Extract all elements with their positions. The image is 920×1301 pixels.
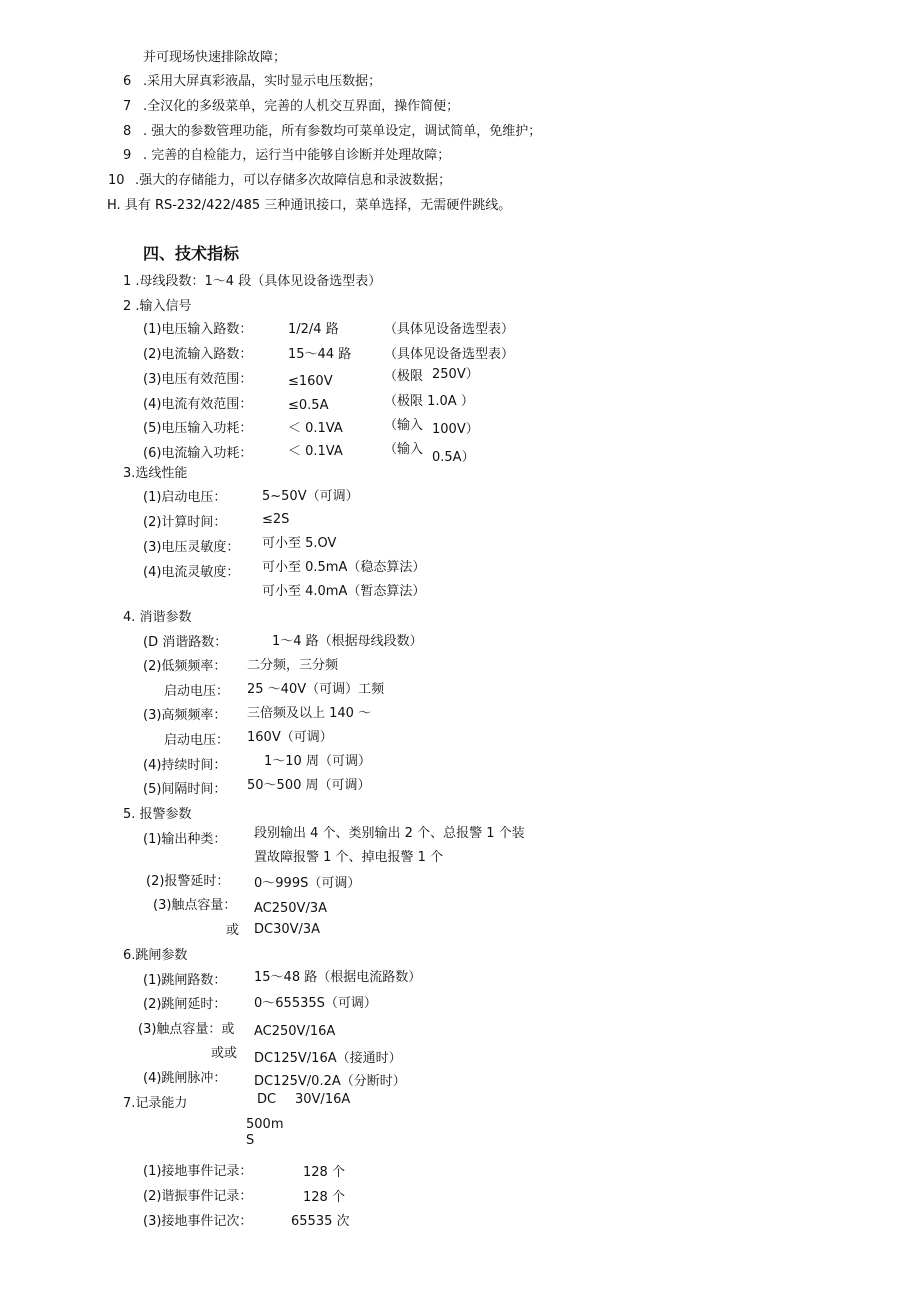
input-label: (3)电压有效范围： <box>143 372 253 387</box>
alarm-value: 0～999S（可调） <box>254 876 361 891</box>
harm-value: 50～500 周（可调） <box>247 778 371 793</box>
alarm-label: 或 <box>226 923 240 938</box>
harm-value: 二分频，三分频 <box>247 658 339 673</box>
input-value: ＜ 0.1VA <box>288 444 343 459</box>
input-note: （输入 <box>384 418 424 433</box>
trip-label: (2)跳闸延时： <box>143 997 227 1012</box>
intro-line-continuation: 并可现场快速排除故障； <box>143 50 287 65</box>
select-value: 5~50V（可调） <box>262 489 359 504</box>
input-note-value: 0.5A） <box>432 450 475 465</box>
input-label: (5)电压输入功耗： <box>143 421 253 436</box>
intro-item-8: . 强大的参数管理功能，所有参数均可菜单设定，调试简单，免维护； <box>143 124 542 139</box>
input-note-value: 250V） <box>432 367 479 382</box>
harm-label: (D 消谐路数： <box>143 635 228 650</box>
trip-pulse-unit: S <box>246 1133 255 1148</box>
item-3-selection-performance: 3.选线性能 <box>123 466 188 481</box>
trip-label: 或或 <box>211 1046 238 1061</box>
select-value: 可小至 0.5mA（稳态算法） <box>262 560 426 575</box>
input-label: (2)电流输入路数： <box>143 347 253 362</box>
harm-label: (5)间隔时间： <box>143 782 227 797</box>
harm-label: (4)持续时间： <box>143 758 227 773</box>
harm-label: (3)高频频率： <box>143 708 227 723</box>
trip-pulse-value: 500m <box>246 1117 284 1132</box>
input-note: （极限 1.0A ） <box>384 394 474 409</box>
harm-value: 160V（可调） <box>247 730 333 745</box>
alarm-value: AC250V/3A <box>254 901 327 916</box>
alarm-label: (2)报警延时： <box>146 874 230 889</box>
section-heading: 四、技术指标 <box>143 244 240 263</box>
trip-value: DC <box>257 1092 277 1107</box>
intro-item-9-number: 9 <box>123 148 132 163</box>
input-note-value: 100V） <box>432 422 479 437</box>
input-value: 1/2/4 路 <box>288 322 339 337</box>
record-value: 65535 次 <box>291 1214 350 1229</box>
input-value: ＜ 0.1VA <box>288 421 343 436</box>
harm-value: 1～10 周（可调） <box>264 754 371 769</box>
harm-label: (2)低频频率： <box>143 659 227 674</box>
intro-item-10-number: 10 <box>108 173 125 188</box>
input-label: (4)电流有效范围： <box>143 397 253 412</box>
trip-label: (3)触点容量：或 <box>138 1022 235 1037</box>
intro-item-10: .强大的存储能力，可以存储多次故障信息和录波数据； <box>135 173 452 188</box>
select-label: (1)启动电压： <box>143 490 227 505</box>
input-value: ≤160V <box>288 374 333 389</box>
trip-value: DC125V/16A（接通时） <box>254 1051 402 1066</box>
trip-value: DC125V/0.2A（分断时） <box>254 1074 406 1089</box>
select-value: 可小至 4.0mA（暂态算法） <box>262 584 426 599</box>
alarm-value: 段别输出 4 个、类别输出 2 个、总报警 1 个装 <box>254 826 525 841</box>
harm-value: 25 ～40V（可调）工频 <box>247 682 385 697</box>
item-6-trip: 6.跳闸参数 <box>123 948 188 963</box>
item-2-input-signal: 2 .输入信号 <box>123 299 192 314</box>
intro-item-7-number: 7 <box>123 99 132 114</box>
intro-item-h: H. 具有 RS-232/422/485 三种通讯接口，菜单选择，无需硬件跳线。 <box>107 198 512 213</box>
alarm-value: DC30V/3A <box>254 922 321 937</box>
intro-item-6-number: 6 <box>123 74 132 89</box>
intro-item-6: .采用大屏真彩液晶，实时显示电压数据； <box>143 74 382 89</box>
input-note: （极限 <box>384 369 424 384</box>
harm-label: 启动电压： <box>164 733 230 748</box>
alarm-label: (1)输出种类： <box>143 832 227 847</box>
harm-value: 1～4 路（根据母线段数） <box>272 634 423 649</box>
trip-label: (4)跳闸脉冲： <box>143 1071 227 1086</box>
select-label: (2)计算时间： <box>143 515 227 530</box>
input-note: （具体见设备选型表） <box>384 322 515 337</box>
intro-item-9: . 完善的自检能力，运行当中能够自诊断并处理故障； <box>143 148 451 163</box>
input-value: 15～44 路 <box>288 347 352 362</box>
select-label: (4)电流灵敏度： <box>143 565 240 580</box>
record-label: (3)接地事件记次： <box>143 1214 253 1229</box>
trip-value: 0～65535S（可调） <box>254 996 377 1011</box>
harm-label: 启动电压： <box>164 684 230 699</box>
record-value: 128 个 <box>303 1190 345 1205</box>
input-note: （具体见设备选型表） <box>384 347 515 362</box>
select-value: ≤2S <box>262 512 290 527</box>
item-4-harmonic: 4. 消谐参数 <box>123 610 192 625</box>
input-note: （输入 <box>384 442 424 457</box>
record-value: 128 个 <box>303 1165 345 1180</box>
item-5-alarm: 5. 报警参数 <box>123 807 192 822</box>
item-1-bus-segments: 1 .母线段数：1～4 段（具体见设备选型表） <box>123 274 382 289</box>
input-label: (6)电流输入功耗： <box>143 446 253 461</box>
intro-item-7: .全汉化的多级菜单，完善的人机交互界面，操作简便； <box>143 99 460 114</box>
harm-value: 三倍频及以上 140 ～ <box>247 706 372 721</box>
trip-value: 15～48 路（根据电流路数） <box>254 970 422 985</box>
trip-value: 30V/16A <box>295 1092 351 1107</box>
trip-label: (1)跳闸路数： <box>143 973 227 988</box>
record-label: (1)接地事件记录： <box>143 1164 253 1179</box>
select-label: (3)电压灵敏度： <box>143 540 240 555</box>
alarm-value: 置故障报警 1 个、掉电报警 1 个 <box>254 850 444 865</box>
intro-item-8-number: 8 <box>123 124 132 139</box>
record-label: (2)谐振事件记录： <box>143 1189 253 1204</box>
input-value: ≤0.5A <box>288 398 329 413</box>
trip-value: AC250V/16A <box>254 1024 336 1039</box>
item-7-recording: 7.记录能力 <box>123 1096 188 1111</box>
input-label: (1)电压输入路数： <box>143 322 253 337</box>
select-value: 可小至 5.OV <box>262 536 337 551</box>
alarm-label: (3)触点容量： <box>153 898 237 913</box>
